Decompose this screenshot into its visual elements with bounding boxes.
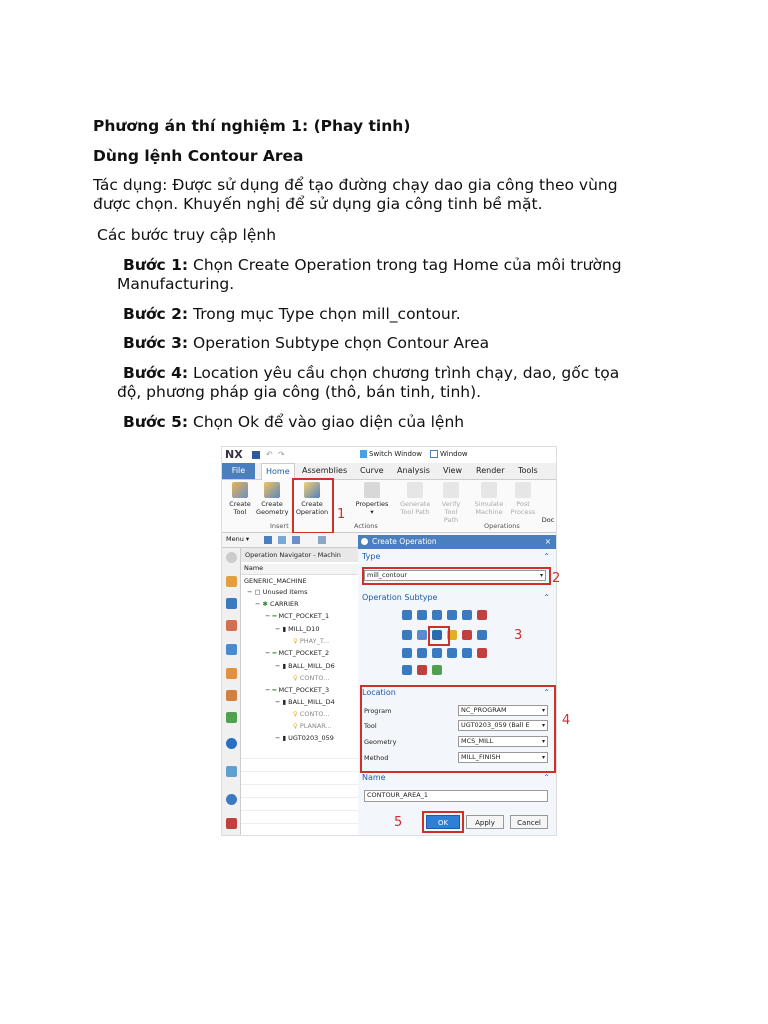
machine-icon[interactable] [226, 598, 237, 609]
navigator-title: Operation Navigator - Machin [241, 548, 358, 562]
tree-row-conto-2[interactable]: ♀ CONTO... [293, 710, 330, 718]
create-operation-label-2: Operation [295, 508, 329, 516]
program-value: NC_PROGRAM [461, 706, 507, 714]
post-label-2: Process [510, 508, 536, 516]
tree-row-mct-pocket-3[interactable]: − ━ MCT_POCKET_3 [265, 686, 330, 694]
subtype-icon-12[interactable] [477, 630, 487, 640]
subtype-icon-18[interactable] [477, 648, 487, 658]
callout-box-1 [292, 478, 334, 534]
chevron-down-icon: ▾ [541, 722, 545, 729]
redo-icon[interactable]: ↷ [278, 450, 285, 459]
step-4-text-b: độ, phương pháp gia công (thô, bán tinh, tinh). [117, 383, 482, 401]
post-process-icon [515, 482, 531, 498]
create-tool-label-2: Tool [233, 508, 247, 516]
group-actions: Actions [354, 522, 378, 530]
gear-icon [361, 538, 368, 545]
subtype-icon-1[interactable] [402, 610, 412, 620]
subtype-icon-14[interactable] [417, 648, 427, 658]
selection-filter-icon[interactable] [264, 536, 272, 544]
simulate-label-2: Machine [475, 508, 503, 516]
create-operation-label-1: Create [301, 500, 323, 508]
verify-tool-path-icon [443, 482, 459, 498]
tree-row-ball-mill-d6[interactable]: − ▮ BALL_MILL_D6 [275, 662, 335, 670]
generate-tool-path-button[interactable] [400, 482, 430, 516]
chevron-down-icon: ▾ [541, 754, 545, 761]
window-menu[interactable]: Window [440, 450, 468, 458]
subtype-icon-7[interactable] [402, 630, 412, 640]
undo-icon[interactable]: ↶ [266, 450, 273, 459]
name-collapse-icon[interactable]: ⌃ [543, 773, 550, 782]
name-section-label: Name [362, 773, 386, 782]
tree-row-planar[interactable]: ♀ PLANAR... [293, 722, 332, 730]
view-icon[interactable] [318, 536, 326, 544]
create-geometry-icon [264, 482, 280, 498]
tab-assemblies[interactable]: Assemblies [302, 466, 348, 475]
step-4-label: Bước 4: [123, 364, 189, 382]
operation-navigator [241, 548, 359, 835]
verify-tool-path-button[interactable] [438, 482, 464, 524]
simulate-machine-button[interactable] [474, 482, 504, 516]
tree-row-carrier[interactable]: − ✱ CARRIER [255, 600, 299, 608]
tree-row-mct-pocket-2[interactable]: − ━ MCT_POCKET_2 [265, 649, 330, 657]
assembly-icon[interactable] [226, 668, 237, 679]
create-tool-button[interactable] [228, 482, 252, 516]
snap-icon[interactable] [278, 536, 286, 544]
verify-label-2: Tool Path [443, 508, 459, 524]
group-operations: Operations [484, 522, 520, 530]
tab-analysis[interactable]: Analysis [397, 466, 430, 475]
step-5-text: Chọn Ok để vào giao diện của lệnh [188, 413, 465, 431]
part-icon[interactable] [226, 620, 237, 631]
group-insert: Insert [270, 522, 289, 530]
callout-4: 4 [562, 713, 571, 728]
callout-1: 1 [337, 507, 346, 522]
step-1-text-a: Chọn Create Operation trong tag Home của môi trường [188, 256, 622, 274]
subtype-icon-5[interactable] [462, 610, 472, 620]
tree-row-conto-1[interactable]: ♀ CONTO... [293, 674, 330, 682]
heading-command: Dùng lệnh Contour Area [93, 147, 304, 165]
properties-button[interactable]: Properties ▾ [354, 482, 390, 516]
tree-row-mct-pocket-1[interactable]: − ━ MCT_POCKET_1 [265, 612, 330, 620]
location-section-label: Location [362, 688, 396, 697]
name-value: CONTOUR_AREA_1 [367, 791, 429, 799]
generate-label-2: Tool Path [400, 508, 430, 516]
tool-label: Tool [364, 722, 377, 730]
verify-label-1: Verify [441, 500, 461, 508]
step-5-label: Bước 5: [123, 413, 189, 431]
callout-box-2 [362, 567, 551, 585]
step-1-text-b: Manufacturing. [117, 275, 235, 293]
subtype-collapse-icon[interactable]: ⌃ [543, 593, 550, 602]
subtype-icon-6[interactable] [477, 610, 487, 620]
navigator-column-name: Name [241, 564, 358, 575]
type-collapse-icon[interactable]: ⌃ [543, 552, 550, 561]
tree-row-phay-t[interactable]: ♀ PHAY_T... [293, 637, 330, 645]
ribbon-home [222, 480, 556, 533]
step-2-text: Trong mục Type chọn mill_contour. [188, 305, 461, 323]
chevron-down-icon: ▾ [539, 572, 543, 579]
subtype-icon-8[interactable] [417, 630, 427, 640]
apply-button[interactable]: Apply [466, 815, 504, 829]
generate-tool-path-icon [407, 482, 423, 498]
subtype-icon-15[interactable] [432, 648, 442, 658]
ok-button[interactable]: OK [426, 815, 460, 829]
menu-button[interactable]: Menu ▾ [226, 535, 250, 543]
step-2 [123, 305, 461, 324]
callout-box-4 [360, 685, 556, 773]
subtype-icon-3[interactable] [432, 610, 442, 620]
subtype-icon-11[interactable] [462, 630, 472, 640]
subtype-section-label: Operation Subtype [362, 593, 438, 602]
generate-label-1: Generate [400, 500, 431, 508]
chevron-down-icon: ▾ [541, 707, 545, 714]
properties-label: Properties [355, 500, 389, 508]
step-4 [117, 364, 675, 402]
tree-row-ugt0203-059[interactable]: − ▮ UGT0203_059 [275, 734, 334, 742]
tree-row-mill-d10[interactable]: − ▮ MILL_D10 [275, 625, 320, 633]
location-collapse-icon[interactable]: ⌃ [543, 688, 550, 697]
tree-icon[interactable] [226, 644, 237, 655]
post-process-button[interactable] [510, 482, 536, 516]
post-label-1: Post [516, 500, 530, 508]
access-steps-heading: Các bước truy cập lệnh [97, 226, 277, 244]
tree-row-generic-machine[interactable]: GENERIC_MACHINE [244, 577, 307, 585]
switch-window-button[interactable]: Switch Window [369, 450, 422, 458]
callout-3: 3 [514, 628, 523, 643]
callout-2: 2 [552, 571, 561, 586]
subtype-icon-21[interactable] [432, 665, 442, 675]
subtype-icon-20[interactable] [417, 665, 427, 675]
callout-5: 5 [394, 815, 403, 830]
web-icon[interactable] [226, 738, 237, 749]
history-icon[interactable] [226, 766, 237, 777]
geometry-label: Geometry [364, 738, 397, 746]
settings-icon[interactable] [226, 552, 237, 563]
callout-box-3 [428, 626, 450, 646]
step-3-label: Bước 3: [123, 334, 189, 352]
navigator-empty-grid [241, 746, 358, 834]
chevron-down-icon: ▾ [541, 738, 545, 745]
nx-logo: NX [225, 448, 243, 461]
step-4-text-a: Location yêu cầu chọn chương trình chạy, dao, gốc tọa [188, 364, 620, 382]
create-geometry-button[interactable] [256, 482, 288, 516]
create-geometry-label-2: Geometry [256, 508, 289, 516]
ribbon-tabs [222, 463, 556, 480]
type-section-label: Type [362, 552, 381, 561]
tab-view[interactable]: View [443, 466, 462, 475]
chart-icon[interactable] [226, 712, 237, 723]
tab-tools[interactable]: Tools [518, 466, 538, 475]
subtype-icon-13[interactable] [402, 648, 412, 658]
filter-icon[interactable] [292, 536, 300, 544]
dialog-title: Create Operation [372, 537, 437, 546]
tree-row-unused-items[interactable]: − ▢ Unused Items [247, 588, 308, 596]
create-tool-label-1: Create [229, 500, 251, 508]
step-2-label: Bước 2: [123, 305, 189, 323]
tab-file[interactable]: File [222, 463, 255, 479]
callout-box-5 [422, 811, 464, 833]
effect-line-1: Tác dụng: Được sử dụng để tạo đường chạy dao gia công theo vùng [93, 176, 618, 194]
window-icon [430, 450, 438, 458]
dialog-header [358, 535, 556, 549]
quick-access-toolbar [222, 447, 556, 463]
resource-bar [222, 548, 241, 835]
tree-row-ball-mill-d4[interactable]: − ▮ BALL_MILL_D4 [275, 698, 335, 706]
close-button[interactable]: × [544, 537, 551, 546]
subtype-icon-19[interactable] [402, 665, 412, 675]
simulate-label-1: Simulate [474, 500, 504, 508]
subtype-icon-17[interactable] [462, 648, 472, 658]
method-value: MILL_FINISH [461, 753, 501, 761]
tab-render[interactable]: Render [476, 466, 505, 475]
switch-window-icon [360, 450, 367, 458]
properties-icon [364, 482, 380, 498]
step-1 [117, 256, 675, 294]
navigator-icon[interactable] [226, 576, 237, 587]
method-label: Method [364, 754, 389, 762]
subtype-icon-16[interactable] [447, 648, 457, 658]
step-5 [123, 413, 464, 432]
geometry-value: MCS_MILL [461, 737, 494, 745]
tab-curve[interactable]: Curve [360, 466, 384, 475]
doc-button[interactable]: Doc [541, 516, 555, 524]
name-input[interactable] [364, 790, 548, 802]
tool-value: UGT0203_059 (Ball E [461, 721, 530, 729]
save-icon[interactable] [252, 451, 260, 459]
heading-experiment: Phương án thí nghiệm 1: (Phay tinh) [93, 117, 411, 135]
create-tool-icon [232, 482, 248, 498]
clock-icon[interactable] [226, 794, 237, 805]
subtype-icon-4[interactable] [447, 610, 457, 620]
tab-home[interactable]: Home [261, 463, 295, 480]
step-3-text: Operation Subtype chọn Contour Area [188, 334, 490, 352]
create-geometry-label-1: Create [261, 500, 283, 508]
program-label: Program [364, 707, 392, 715]
roles-icon[interactable] [226, 818, 237, 829]
subtype-icon-2[interactable] [417, 610, 427, 620]
library-icon[interactable] [226, 690, 237, 701]
step-3 [123, 334, 489, 353]
effect-line-2: được chọn. Khuyến nghị để sử dụng gia công tinh bề mặt. [93, 195, 543, 213]
simulate-machine-icon [481, 482, 497, 498]
effect-paragraph [93, 176, 675, 214]
cancel-button[interactable]: Cancel [510, 815, 548, 829]
step-1-label: Bước 1: [123, 256, 189, 274]
type-value: mill_contour [367, 571, 407, 579]
nx-screenshot [221, 446, 571, 836]
